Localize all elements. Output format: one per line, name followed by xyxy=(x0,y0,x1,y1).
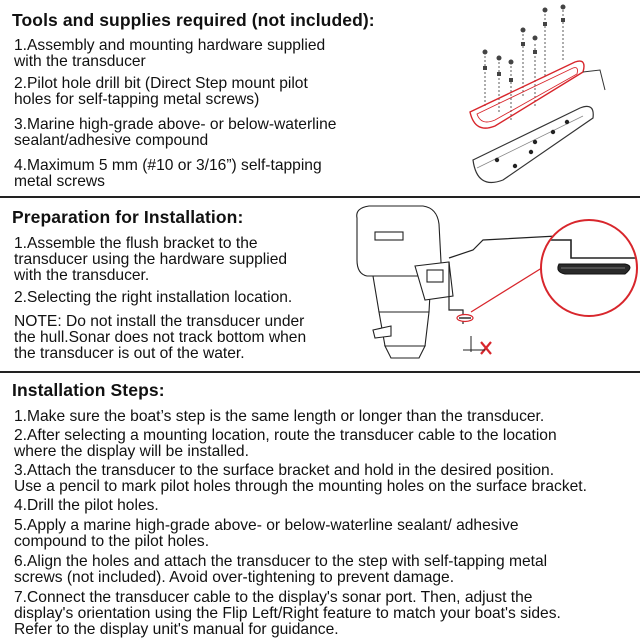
tools-item-1-line-1: 1.Assembly and mounting hardware supplied xyxy=(14,37,326,54)
tools-item-3-line-1: 3.Marine high-grade above- or below-waterline xyxy=(14,116,337,133)
step-2-line-2: where the display will be installed. xyxy=(14,443,249,460)
tools-item-2-line-2: holes for self-tapping metal screws) xyxy=(14,91,260,108)
prep-item-2-line-1: 2.Selecting the right installation location. xyxy=(14,289,293,306)
prep-item-1-line-3: with the transducer. xyxy=(14,267,150,284)
transducer-exploded-illustration xyxy=(455,0,640,195)
prep-item-1-line-2: transducer using the hardware supplied xyxy=(14,251,288,268)
preparation-heading: Preparation for Installation: xyxy=(12,207,244,227)
step-5-line-1: 5.Apply a marine high-grade above- or below-waterline sealant/ adhesive xyxy=(14,517,519,534)
step-2-line-1: 2.After selecting a mounting location, route the transducer cable to the location xyxy=(14,427,557,444)
step-7-line-2: display's orientation using the Flip Left/Right feature to match your boat's sides. xyxy=(14,605,561,622)
tools-item-2-line-1: 2.Pilot hole drill bit (Direct Step mount pilot xyxy=(14,75,308,92)
step-3-line-1: 3.Attach the transducer to the surface bracket and hold in the desired position. xyxy=(14,462,555,479)
steps-heading: Installation Steps: xyxy=(12,380,165,400)
tools-heading: Tools and supplies required (not included): xyxy=(12,10,375,30)
prep-note-line-1: NOTE: Do not install the transducer under xyxy=(14,313,305,330)
prep-note-line-2: the hull.Sonar does not track bottom when xyxy=(14,329,307,346)
tools-item-1-line-2: with the transducer xyxy=(14,53,146,70)
step-4-line-1: 4.Drill the pilot holes. xyxy=(14,497,159,514)
step-7-line-1: 7.Connect the transducer cable to the display's sonar port. Then, adjust the xyxy=(14,589,533,606)
step-1-line-1: 1.Make sure the boat’s step is the same length or longer than the transducer. xyxy=(14,408,545,425)
step-7-line-3: Refer to the display unit's manual for guidance. xyxy=(14,621,339,638)
prep-note-line-3: the transducer is out of the water. xyxy=(14,345,245,362)
prep-item-1-line-1: 1.Assemble the flush bracket to the xyxy=(14,235,258,252)
outboard-motor-illustration xyxy=(345,200,640,365)
divider-2 xyxy=(0,371,640,373)
step-6-line-1: 6.Align the holes and attach the transducer to the step with self-tapping metal xyxy=(14,553,548,570)
tools-item-4-line-1: 4.Maximum 5 mm (#10 or 3/16”) self-tapping xyxy=(14,157,322,174)
tools-item-3-line-2: sealant/adhesive compound xyxy=(14,132,209,149)
step-3-line-2: Use a pencil to mark pilot holes through the mounting holes on the surface bracket. xyxy=(14,478,587,495)
divider-1 xyxy=(0,196,640,198)
tools-item-4-line-2: metal screws xyxy=(14,173,105,190)
step-5-line-2: compound to the pilot holes. xyxy=(14,533,210,550)
step-6-line-2: screws (not included). Avoid over-tightening to prevent damage. xyxy=(14,569,455,586)
